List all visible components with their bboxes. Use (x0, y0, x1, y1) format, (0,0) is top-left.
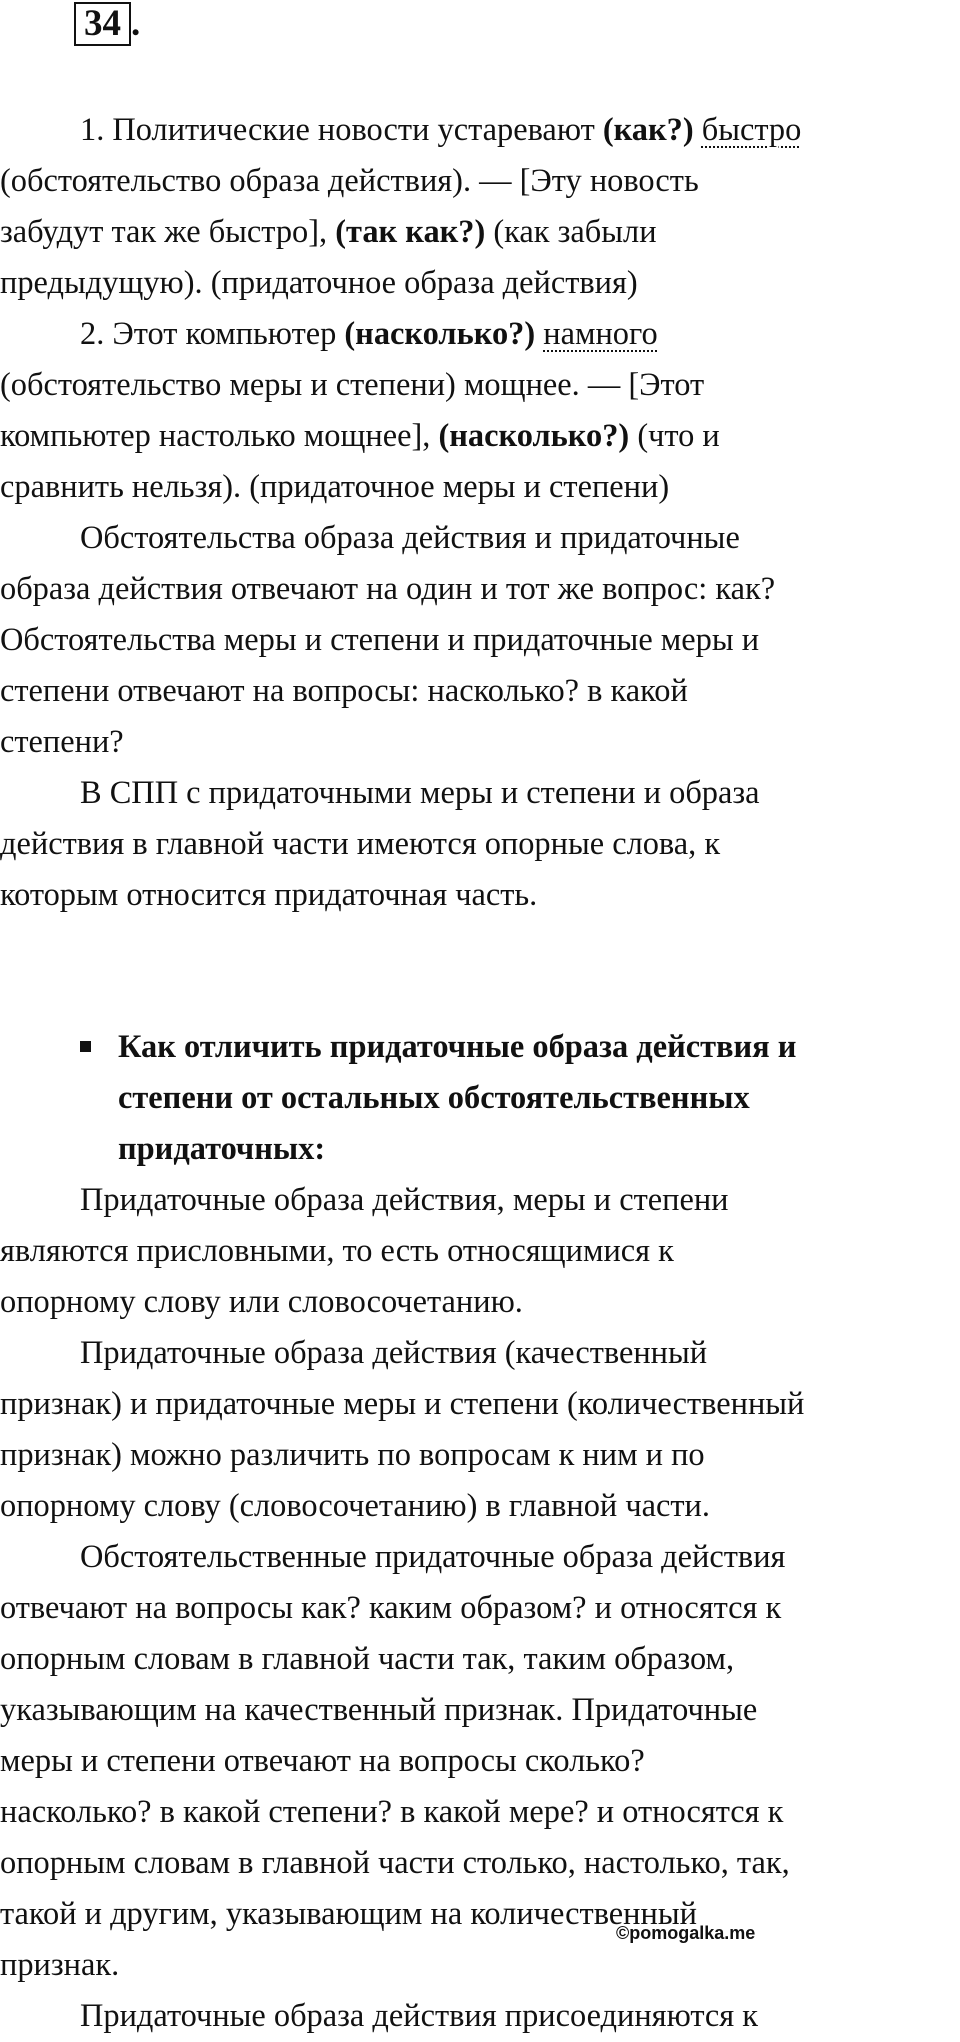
adverb-bystro: быстро (701, 112, 802, 148)
para4-line: Придаточные образа действия (качественный (80, 1335, 708, 1371)
para5-line: признак. (0, 1947, 120, 1983)
para4-line: опорному слову (словосочетанию) в главной части. (0, 1488, 710, 1524)
heading-line: Как отличить придаточные образа действия и (118, 1029, 797, 1065)
example2-line2: (обстоятельство меры и степени) мощнее. — [Этот (0, 367, 705, 403)
para5-line: указывающим на качественный признак. Придаточные (0, 1692, 758, 1728)
para5-line: меры и степени отвечают на вопросы сколько? (0, 1743, 645, 1779)
para2-line: действия в главной части имеются опорные слова, к (0, 826, 721, 862)
task-number-box: 34 (74, 2, 131, 46)
para4-line: признак) можно различить по вопросам к ним и по (0, 1437, 705, 1473)
example1-line1: 1. Политические новости устаревают (как?) быстро (80, 112, 802, 148)
heading-line: придаточных: (118, 1131, 326, 1167)
example1-line3: забудут так же быстро], (так как?) (как забыли (0, 214, 657, 250)
para1-line: степени? (0, 724, 124, 760)
task-number (74, 2, 140, 46)
bullet-square-icon (80, 1041, 91, 1052)
para5-line: Обстоятельственные придаточные образа действия (80, 1539, 786, 1575)
para4-line: признак) и придаточные меры и степени (количественный (0, 1386, 805, 1422)
para5-line: насколько? в какой степени? в какой мере? и относятся к (0, 1794, 784, 1830)
example1-line2: (обстоятельство образа действия). — [Эту новость (0, 163, 699, 199)
adverb-namnogo: намного (543, 316, 658, 352)
para6-line: Придаточные образа действия присоединяются к (80, 1998, 759, 2034)
para2-line: которым относится придаточная часть. (0, 877, 538, 913)
watermark: ©pomogalka.me (616, 1923, 756, 1943)
para1-line: степени отвечают на вопросы: насколько? в какой (0, 673, 688, 709)
example2-line3: компьютер настолько мощнее], (насколько?) (что и (0, 418, 720, 454)
para3-line: являются присловными, то есть относящимися к (0, 1233, 674, 1269)
para5-line: отвечают на вопросы как? каким образом? и относятся к (0, 1590, 782, 1626)
para3-line: опорному слову или словосочетанию. (0, 1284, 523, 1320)
para5-line: опорным словам в главной части столько, настолько, так, (0, 1845, 790, 1881)
heading-line: степени от остальных обстоятельственных (118, 1080, 750, 1116)
para5-line: опорным словам в главной части так, таким образом, (0, 1641, 735, 1677)
task-number-dot: . (131, 3, 141, 44)
example2-line1: 2. Этот компьютер (насколько?) намного (80, 316, 658, 352)
para1-line: Обстоятельства меры и степени и придаточные меры и (0, 622, 760, 658)
example1-line4: предыдущую). (придаточное образа действия) (0, 265, 638, 301)
example2-line4: сравнить нельзя). (придаточное меры и степени) (0, 469, 670, 505)
para1-line: образа действия отвечают на один и тот же вопрос: как? (0, 571, 776, 607)
para5-line: такой и другим, указывающим на количественный (0, 1896, 697, 1932)
para1-line: Обстоятельства образа действия и придаточные (80, 520, 740, 556)
para3-line: Придаточные образа действия, меры и степени (80, 1182, 729, 1218)
para2-line: В СПП с придаточными меры и степени и образа (80, 775, 760, 811)
